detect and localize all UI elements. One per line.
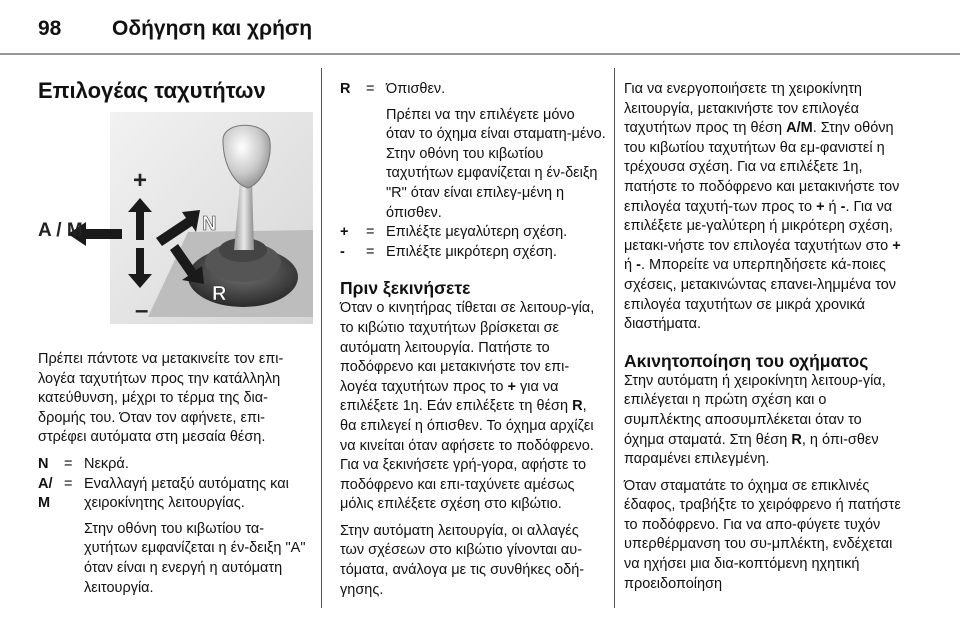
label-n: N <box>202 213 217 235</box>
definition-term: A/ M <box>38 475 53 512</box>
text-run: . Μπορείτε να υπερπηδήσετε κά-ποιες σχέσεις, μετακινώντας επανει-λημμένα τον επιλογέα ταχυτήτων σε μικρά χρονικά διαστήματα. <box>624 257 897 333</box>
text-run-bold: A/M <box>786 120 813 137</box>
column-left <box>38 78 313 598</box>
header-rule <box>0 53 960 55</box>
column-divider-1 <box>321 68 322 608</box>
text-run: Όταν ο κινητήρας τίθεται σε λειτουρ-γία, το κιβώτιο ταχυτήτων βρίσκεται σε αυτόματη λειτουργία. Πατήστε το ποδόφρενο και μετακινήστε τον επι-λογέα ταχυτήτων προς το <box>340 300 595 395</box>
stopping-paragraph-2: Όταν σταματάτε το όχημα σε επικλινές έδαφος, τραβήξτε το χειρόφρενο ή πατήστε το ποδόφρενο. Για να απο-φύγετε τυχόν υπερθέρμανση του συ-μπλέκτη, ενδέχεται να ηχήσει μια δια-κοπτόμενη ηχητική προειδοποίηση <box>624 477 901 592</box>
definition-text: Νεκρά. <box>84 455 129 472</box>
before-start-paragraph-1 <box>340 299 606 515</box>
column-right <box>624 80 902 601</box>
section-heading-selector: Επιλογέας ταχυτήτων <box>38 78 266 103</box>
text-run-bold: + <box>892 237 901 254</box>
text-run-bold: R <box>572 398 583 415</box>
text-run-bold: - <box>636 257 641 274</box>
column-divider-2 <box>614 68 615 608</box>
text-run: ή <box>824 198 841 215</box>
label-am: A / M <box>38 220 83 241</box>
definition-text: Επιλέξτε μικρότερη σχέση. <box>386 243 557 260</box>
definition-text: Επιλέξτε μεγαλύτερη σχέση. <box>386 224 568 241</box>
definition-desc <box>386 243 606 263</box>
definition-desc <box>386 223 606 243</box>
definition-equals: = <box>366 81 375 97</box>
definition-term: R <box>340 81 351 97</box>
text-run: , θα επιλεγεί η όπισθεν. Το όχημα αρχίζει να κινείται όταν αφήσετε το ποδόφρενο. Για να ξεκινήσετε γρή-γορα, αφήστε το ποδόφρενο και επι-ταχύνετε αμέσως μόλις επιλέξετε σχέση στο κιβώτιο. <box>340 398 594 513</box>
label-r: R <box>212 283 227 305</box>
definition-equals: = <box>64 455 73 472</box>
definition-term: - <box>340 243 345 260</box>
text-run: . Στην οθόνη του κιβωτίου ταχυτήτων θα εμ-φανιστεί η τρέχουσα σχέση. Για να επιλέξετε 1η, πατήστε το ποδόφρενο και μετακινήστε τον επιλογέα ταχυτή-των προς το <box>624 120 900 215</box>
definition-equals: = <box>64 475 73 492</box>
label-plus: + <box>133 167 148 194</box>
text-run: για να επιλέξετε 1η. Εάν επιλέξετε τη θέση <box>340 378 573 415</box>
definition-list-left <box>38 455 313 598</box>
manual-mode-paragraph <box>624 80 902 335</box>
column-middle <box>340 80 606 607</box>
definition-equals: = <box>366 243 375 260</box>
intro-paragraph: Πρέπει πάντοτε να μετακινείτε τον επι-λογέα ταχυτήτων προς την κατάλληλη κατεύθυνση, μέχρι το τέρμα της δια-δρομής του. Όταν τον αφήνετε, επι-στρέφει αυτόματα στη μεσαία θέση. <box>38 351 284 446</box>
before-start-paragraph-2: Στην αυτόματη λειτουργία, οι αλλαγές των σχέσεων στο κιβώτιο γίνονται αυ-τόματα, ανάλογα με τις συνθήκες οδή-γησης. <box>340 522 585 598</box>
definition-text: Εναλλαγή μεταξύ αυτόματης και χειροκίνητης λειτουργίας. <box>84 475 289 512</box>
definition-text: Στην οθόνη του κιβωτίου τα-χυτήτων εμφανίζεται η έν-δειξη "A" όταν είναι η ενεργή η αυτόματη λειτουργία. <box>84 520 306 596</box>
definition-term: N <box>38 455 49 472</box>
page-number: 98 <box>38 17 62 40</box>
definition-list-middle <box>340 80 606 262</box>
gear-selector-figure <box>38 112 313 324</box>
definition-text: Πρέπει να την επιλέγετε μόνο όταν το όχημα είναι σταματη-μένο. Στην οθόνη του κιβωτίου ταχυτήτων εμφανίζεται η έν-δειξη "R" όταν είναι επιλεγ-μένη η όπισθεν. <box>386 106 606 221</box>
definition-text: Όπισθεν. <box>386 81 446 97</box>
section-heading-before-start: Πριν ξεκινήσετε <box>340 278 471 299</box>
definition-equals: = <box>366 224 375 241</box>
text-run: Στην αυτόματη ή χειροκίνητη λειτουρ-γία, επιλέγεται η πρώτη σχέση και ο συμπλέκτης αποσυμπλέκεται όταν το όχημα σταματά. Στη θέση <box>624 372 886 448</box>
stopping-paragraph-1 <box>624 372 902 470</box>
definition-desc <box>386 80 606 223</box>
text-run-bold: R <box>791 431 802 448</box>
page-title: Οδήγηση και χρήση <box>112 17 313 40</box>
definition-desc <box>84 475 313 599</box>
label-minus: – <box>135 297 149 324</box>
text-run-bold: + <box>816 198 825 215</box>
text-run-bold: + <box>507 378 516 395</box>
text-run-bold: - <box>840 198 846 215</box>
section-heading-stopping: Ακινητοποίηση του οχήματος <box>624 350 869 371</box>
text-run: . Για να επιλέξετε με-γαλύτερη ή μικρότερη σχέση, μετακι-νήστε τον επιλογέα ταχυτήτων στο <box>624 198 893 254</box>
page-header <box>0 0 960 54</box>
definition-desc <box>84 455 313 475</box>
text-run: , η όπι-σθεν παραμένει επιλεγμένη. <box>624 431 879 468</box>
definition-term: + <box>340 224 349 241</box>
text-run: ή <box>624 257 637 274</box>
text-run: Για να ενεργοποιήσετε τη χειροκίνητη λειτουργία, μετακινήστε τον επιλογέα ταχυτήτων προς τη θέση <box>624 81 862 137</box>
